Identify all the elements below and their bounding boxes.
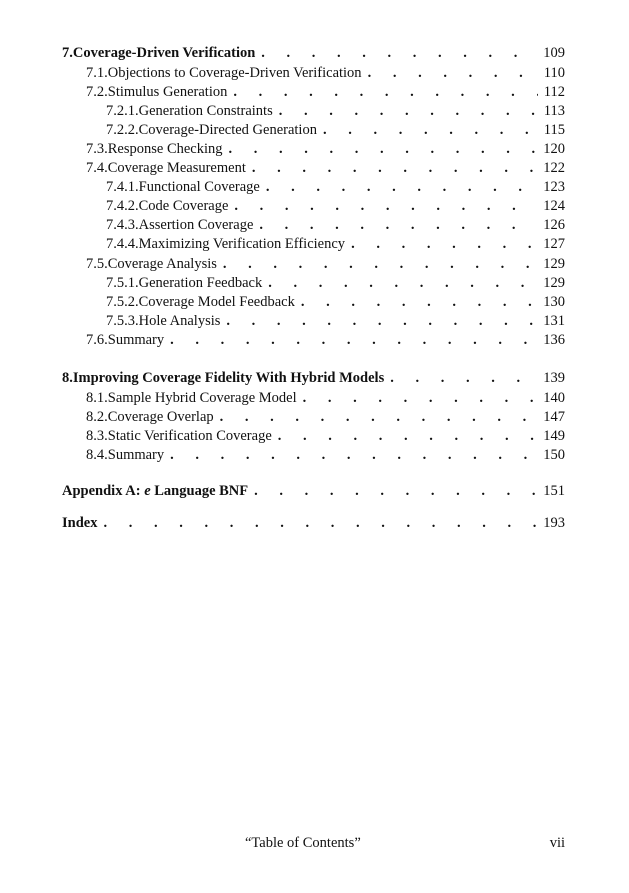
dot-leader bbox=[390, 369, 537, 387]
toc-entry-page: 109 bbox=[543, 45, 565, 61]
dot-leader bbox=[259, 216, 537, 234]
toc-entry-page: 110 bbox=[543, 65, 565, 81]
toc-entry-number: 8.3. bbox=[86, 428, 108, 444]
dot-leader bbox=[268, 274, 537, 292]
dot-leader bbox=[233, 83, 537, 101]
toc-entry-title: Coverage-Directed Generation bbox=[138, 122, 317, 138]
toc-entry-title: Index bbox=[62, 515, 98, 531]
toc-entry[interactable] bbox=[106, 178, 565, 196]
toc-entry-number: 7.1. bbox=[86, 65, 108, 81]
toc-entry[interactable] bbox=[86, 446, 565, 464]
dot-leader bbox=[103, 514, 537, 532]
toc-entry-page: 193 bbox=[543, 515, 565, 531]
toc-entry[interactable] bbox=[86, 83, 565, 101]
toc-entry-page: 130 bbox=[543, 294, 565, 310]
toc-entry-appendix-a[interactable] bbox=[62, 482, 565, 500]
toc-entry-title: Functional Coverage bbox=[138, 179, 260, 195]
dot-leader bbox=[266, 178, 537, 196]
toc-entry-number: 7.2. bbox=[86, 84, 108, 100]
toc-entry-number: 7.4. bbox=[86, 160, 108, 176]
toc-entry-number: 7.2.2. bbox=[106, 122, 139, 138]
toc-entry[interactable] bbox=[106, 197, 565, 215]
toc-entry[interactable] bbox=[106, 102, 565, 120]
toc-entry[interactable] bbox=[106, 293, 565, 311]
toc-entry-number: 7.3. bbox=[86, 141, 108, 157]
toc-entry-title: Coverage Measurement bbox=[107, 160, 246, 176]
dot-leader bbox=[234, 197, 537, 215]
toc-entry-title: Coverage Model Feedback bbox=[138, 294, 295, 310]
dot-leader bbox=[278, 427, 537, 445]
toc-entry-page: 147 bbox=[543, 409, 565, 425]
toc-entry-number: 7.4.2. bbox=[106, 198, 139, 214]
toc-entry-title: Maximizing Verification Efficiency bbox=[138, 236, 346, 252]
dot-leader bbox=[261, 44, 537, 62]
toc-entry[interactable] bbox=[106, 274, 565, 292]
toc-entry-page: 112 bbox=[543, 84, 565, 100]
toc-entry-number: 8. bbox=[62, 370, 73, 386]
dot-leader bbox=[303, 389, 538, 407]
dot-leader bbox=[223, 255, 537, 273]
toc-entry-page: 150 bbox=[543, 447, 565, 463]
toc-entry[interactable] bbox=[86, 255, 565, 273]
toc-entry[interactable] bbox=[86, 331, 565, 349]
toc-entry-title: Sample Hybrid Coverage Model bbox=[107, 390, 297, 406]
toc-entry-title: Objections to Coverage-Driven Verification bbox=[107, 65, 362, 81]
toc-entry-title: Coverage-Driven Verification bbox=[72, 45, 256, 61]
toc-entry-title: Summary bbox=[107, 447, 165, 463]
toc-entry[interactable] bbox=[86, 427, 565, 445]
toc-entry-page: 151 bbox=[543, 483, 565, 499]
toc-entry-title: Assertion Coverage bbox=[138, 217, 254, 233]
toc-entry[interactable] bbox=[86, 64, 565, 82]
toc-entry-page: 129 bbox=[543, 275, 565, 291]
toc-entry-index[interactable] bbox=[62, 514, 565, 532]
toc-entry-title: Stimulus Generation bbox=[107, 84, 228, 100]
toc-entry-number: 8.2. bbox=[86, 409, 108, 425]
toc-entry-page: 131 bbox=[543, 313, 565, 329]
toc-entry[interactable] bbox=[86, 389, 565, 407]
toc-entry-number: 7.5.3. bbox=[106, 313, 139, 329]
toc-entry-page: 124 bbox=[543, 198, 565, 214]
toc-entry-title: Coverage Overlap bbox=[107, 409, 214, 425]
dot-leader bbox=[229, 140, 538, 158]
toc-entry[interactable] bbox=[106, 216, 565, 234]
toc-entry-title: Summary bbox=[107, 332, 165, 348]
toc-entry-number: 7.5.2. bbox=[106, 294, 139, 310]
toc-entry-page: 120 bbox=[543, 141, 565, 157]
toc-entry[interactable] bbox=[86, 140, 565, 158]
toc-entry-title: Code Coverage bbox=[138, 198, 229, 214]
toc-entry-number: 7. bbox=[62, 45, 73, 61]
toc-entry[interactable] bbox=[106, 235, 565, 253]
toc-entry-page: 113 bbox=[543, 103, 565, 119]
footer-page-number: vii bbox=[549, 835, 565, 851]
toc-entry-title: Appendix A: e Language BNF bbox=[62, 483, 249, 499]
toc-entry-title: Coverage Analysis bbox=[107, 256, 217, 272]
toc-entry-number: 7.5.1. bbox=[106, 275, 139, 291]
toc-entry[interactable] bbox=[106, 121, 565, 139]
toc-entry-page: 136 bbox=[543, 332, 565, 348]
toc-entry[interactable] bbox=[86, 408, 565, 426]
dot-leader bbox=[301, 293, 537, 311]
toc-entry-page: 127 bbox=[543, 236, 565, 252]
dot-leader bbox=[279, 102, 538, 120]
dot-leader bbox=[254, 482, 537, 500]
toc-entry-title: Generation Feedback bbox=[138, 275, 263, 291]
toc-entry-page: 140 bbox=[543, 390, 565, 406]
footer-title: “Table of Contents” bbox=[245, 835, 361, 851]
dot-leader bbox=[252, 159, 537, 177]
dot-leader bbox=[220, 408, 538, 426]
toc-entry-number: 7.4.3. bbox=[106, 217, 139, 233]
page-footer bbox=[0, 833, 629, 853]
toc-entry-title: Hole Analysis bbox=[138, 313, 221, 329]
toc-entry-page: 139 bbox=[543, 370, 565, 386]
toc-entry-number: 8.4. bbox=[86, 447, 108, 463]
dot-leader bbox=[368, 64, 538, 82]
toc-entry-page: 149 bbox=[543, 428, 565, 444]
toc-entry-number: 7.2.1. bbox=[106, 103, 139, 119]
toc-entry[interactable] bbox=[62, 44, 565, 62]
toc-entry-page: 115 bbox=[543, 122, 565, 138]
toc-entry-page: 126 bbox=[543, 217, 565, 233]
toc-entry[interactable] bbox=[62, 369, 565, 387]
toc-entry-title: Improving Coverage Fidelity With Hybrid Models bbox=[72, 370, 385, 386]
dot-leader bbox=[226, 312, 537, 330]
toc-entry-number: 8.1. bbox=[86, 390, 108, 406]
toc-entry-number: 7.4.1. bbox=[106, 179, 139, 195]
toc-entry-number: 7.4.4. bbox=[106, 236, 139, 252]
toc-entry-title: Static Verification Coverage bbox=[107, 428, 272, 444]
dot-leader bbox=[170, 446, 537, 464]
toc-entry-page: 122 bbox=[543, 160, 565, 176]
toc-entry-title: Response Checking bbox=[107, 141, 223, 157]
dot-leader bbox=[351, 235, 537, 253]
toc-entry-page: 123 bbox=[543, 179, 565, 195]
toc-entry-title: Generation Constraints bbox=[138, 103, 273, 119]
toc-entry[interactable] bbox=[106, 312, 565, 330]
dot-leader bbox=[323, 121, 538, 139]
toc-entry-number: 7.6. bbox=[86, 332, 108, 348]
toc-entry-page: 129 bbox=[543, 256, 565, 272]
toc-entry[interactable] bbox=[86, 159, 565, 177]
toc-entry-number: 7.5. bbox=[86, 256, 108, 272]
dot-leader bbox=[170, 331, 537, 349]
